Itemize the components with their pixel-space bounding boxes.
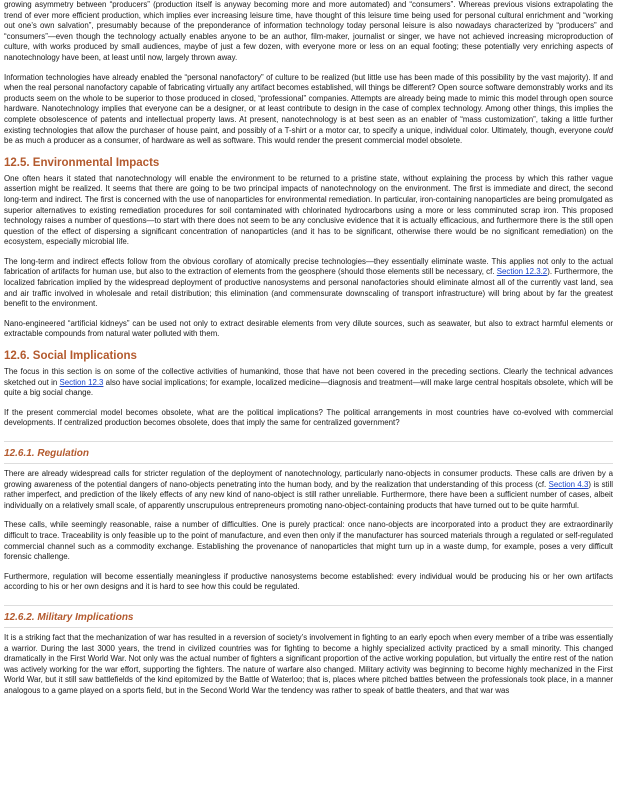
heading-social-implications: 12.6. Social Implications [4, 350, 137, 363]
link-section-12-3[interactable]: Section 12.3 [59, 377, 104, 387]
divider [4, 463, 613, 464]
text-run: The long-term and indirect effects follow from the obvious corollary of atomically precise technologies—they essentially eliminate waste. This applies not only to the actual fabrication of artifacts for human use, but also to the extraction of elements from the geosphere (should those elements still be necessary, cf. [4, 256, 613, 277]
text-run: Information technologies have already enabled the “personal nanofactory” of culture to be realized (but little use has been made of this possibility by the vast majority). If and when the real personal nanofactory capable of fabricating virtually any artifact becomes established, will things be different? Open source software demonstrably works and its products seem on the whole to be superior to those produced in closed, “professional” companies. Attempts are already being made to mimic this model through open source hardware. Nanotechnology implies that everyone can be a designer, or at least contribute to design in the case of complex technology. Among other things, this implies the complete obsolescence of patents and intellectual property laws. At present, nanotechnology is at best seen as an enabler of “mass customization”, taking a little further existing technologies that allow the purchaser of house paint, and possibly of a T-shirt or a motor car, to specify a unique, individual color. Ultimately, though, everyone [4, 72, 613, 135]
paragraph-political-implications: If the present commercial model becomes obsolete, what are the political implications? The political arrangements in most countries have co-evolved with commercial developments. If centralized production becomes obsolete, does that imply the same for centralized government? [4, 407, 613, 428]
paragraph-long-term-effects [4, 257, 613, 310]
paragraph-social-focus [4, 367, 613, 399]
paragraph-military-mechanization: It is a striking fact that the mechanization of war has resulted in a reversion of society’s involvement in fighting to an early epoch when every member of a tribe was essentially a warrior. During the last 3000 years, the trend in civilized countries was for fighting to become a highly specialized activity practiced by a small minority. This changed dramatically in the First World War. Not only was the actual number of fighters a significant proportion of the active working population, but virtually the entire rest of the nation was actively working for the war effort, supporting the fighters. The nature of warfare also changed. Military activity was beginning to become highly mechanized in the First World War, but it still saw battlefields of the kind epitomized by the Battle of Waterloo; that is, places where pitched battles between the professionals took place, in a manner analogous to a game played on a sports field, but in the Second World War the tendency was rather to speak of battle theaters, and that war was [4, 632, 613, 695]
link-section-12-3-2[interactable]: Section 12.3.2 [496, 267, 548, 277]
paragraph-personal-nanofactory [4, 73, 613, 147]
paragraph-leisure: growing asymmetry between “producers” (production itself is anyway becoming more and more automated) and “consumers”. Whereas previous visions extrapolating the trend of ever more efficient production, which implies ever increasing leisure time, have thought of this leisure time being used for personal cultural enrichment and “working out one’s own salvation”, presumably because of the preponderance of information technology today personal leisure is also nowadays characterized by “producers” and “consumers”—even though the technology actually enables anyone to be an author, film-maker, journalist or singer, we have not achieved increasing microproduction of culture, with works produced by small audiences, maybe of just a few dozen, with everyone more or less on an equal footing; these potentially very enriching aspects of nanotechnology have been, at least until now, largely thrown away. [4, 0, 613, 62]
text-run: also have social implications; for example, localized medicine—diagnosis and treatment—will make large central hospitals obsolete, which will be quite a big social change. [4, 377, 613, 398]
link-section-4-3[interactable]: Section 4.3 [548, 479, 589, 489]
paragraph-artificial-kidneys: Nano-engineered “artificial kidneys” can be used not only to extract desirable elements from very dilute sources, such as seawater, but also to extract harmful elements or extractable compounds from natural water polluted with them. [4, 318, 613, 339]
divider [4, 441, 613, 442]
paragraph-regulation-difficulties: These calls, while seemingly reasonable, raise a number of difficulties. One is purely practical: once nano-objects are incorporated into a product they are extraordinarily difficult to trace. Traceability is only feasible up to the point of manufacture, and even then only if the manufacturer has sourced materials through a regulated or self-regulated commercial channel such as a commodity exchange. Establishing the provenance of nanoparticles that might turn up in a waste dump, for example, poses a very difficult forensic challenge. [4, 520, 613, 562]
paragraph-regulation-calls [4, 469, 613, 511]
heading-environmental-impacts: 12.5. Environmental Impacts [4, 156, 160, 169]
paragraph-regulation-meaningless: Furthermore, regulation will become essentially meaningless if productive nanosystems become established: every individual would be producing his or her own artifacts according to his or her own designs and it is hard to see how this could be regulated. [4, 571, 613, 592]
heading-military-implications: 12.6.2. Military Implications [4, 611, 134, 623]
text-run: There are already widespread calls for stricter regulation of the deployment of nanotechnology, particularly nano-objects in consumer products. These calls are driven by a growing awareness of the potential dangers of nano-objects penetrating into the human body, and by the realization that understanding of this process (cf. [4, 469, 613, 489]
text-run: ). Furthermore, the localized fabrication implied by the widespread deployment of productive nanosystems and personal nanofactories should eliminate almost all of the currently vast land, sea and air traffic involved in wholesale and retail distribution; this elimination (and commensurate downscaling of transport infrastructure) will bring about by far the greatest benefit to the environment. [4, 267, 613, 309]
divider [4, 605, 613, 606]
text-run: ) is still rather imperfect, and prediction of the likely effects of any new kind of nano-object is still rather unreliable. Furthermore, there have been a sufficient number of cases, albeit individually on a relatively small scale, of apparently unscrupulous entrepreneurs promoting nano-object-containing products that have turned out to be quite harmful. [4, 479, 613, 510]
divider [4, 627, 613, 628]
paragraph-environment-intro: One often hears it stated that nanotechnology will enable the environment to be returned to a pristine state, without explaining the process by which this rather vague assertion might be realized. It seems that there are going to be two principal impacts of nanotechnology on the environment. The first is immediate and direct, the second long-term and indirect. The first is concerned with the use of nanoparticles for environmental remediation. In particular, iron-containing nanoparticles are being promulgated as superior alternatives to existing remediation procedures for soil contaminated with chlorinated hydrocarbons using a more or less comminuted scrap iron. This proposed technology raises a number of questions—to start with there does not seem to be any conclusive evidence that it is actually efficacious, and furthermore there is the still open question of the effect of dispersing a significant concentration of nanoparticles (and it has to be significant, otherwise there would be no significant remediation) on the ecosystem, especially microbial life. [4, 173, 613, 247]
heading-regulation: 12.6.1. Regulation [4, 448, 90, 459]
text-run: be as much a producer as a consumer, of hardware as well as software. This would render the present commercial model obsolete. [4, 136, 463, 146]
emphasis-could: could [594, 125, 613, 135]
text-run: The focus in this section is on some of the collective activities of humankind, those that have not been covered in the preceding sections. Clearly the technical advances sketched out in [4, 367, 613, 387]
